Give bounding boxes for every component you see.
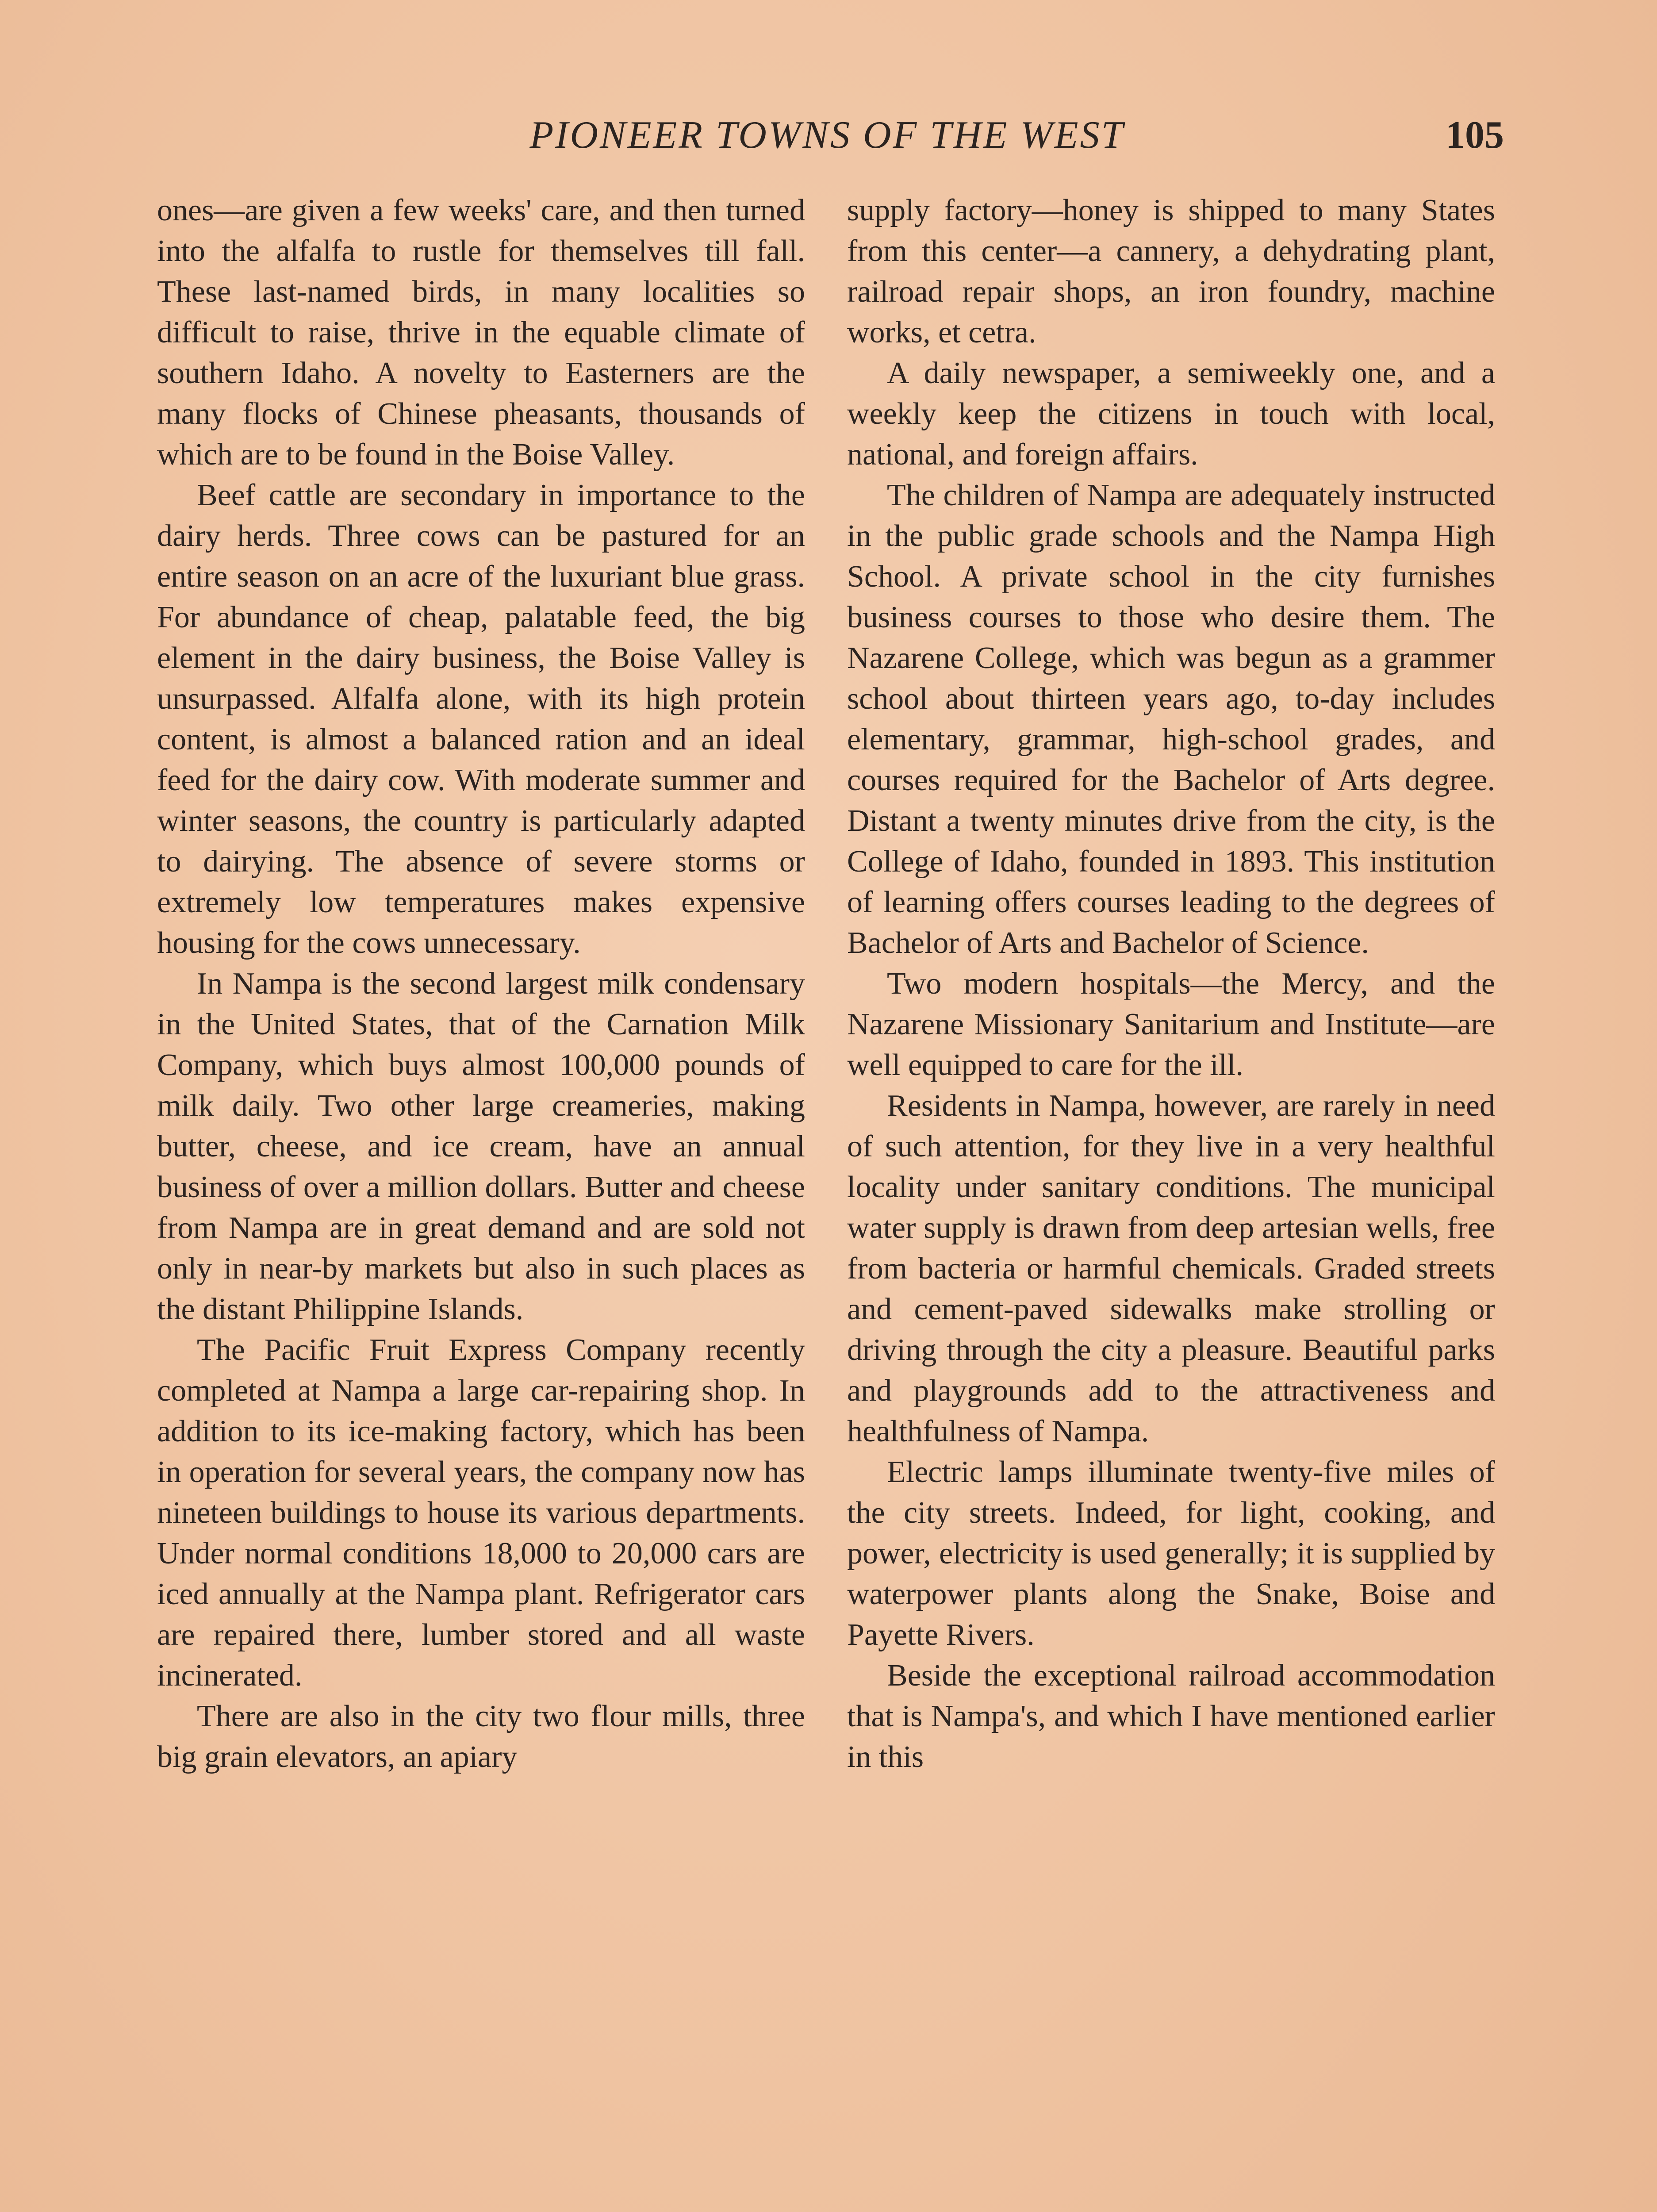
paragraph: supply factory—honey is shipped to many States from this center—a cannery, a dehydrating plant, railroad repair shops, an iron foundry, machine works, et cetra. xyxy=(847,193,1495,349)
paragraph: Two modern hospitals—the Mercy, and the Nazarene Missionary Sanitarium and Institute—are well equipped to care for the ill. xyxy=(847,967,1495,1082)
paragraph: ones—are given a few weeks' care, and then turned into the alfalfa to rustle for themselves till fall. These last-named birds, in many localities so difficult to raise, thrive in the equable climate of southern Idaho. A novelty to Easterners are the many flocks of Chinese pheasants, thousands of which are to be found in the Boise Valley. xyxy=(157,193,805,472)
paragraph: Electric lamps illuminate twenty-five miles of the city streets. Indeed, for light, cooking, and power, electricity is used generally; it is supplied by waterpower plants along the Snake, Boise and Payette Rivers. xyxy=(847,1455,1495,1652)
left-column xyxy=(157,190,805,1778)
paragraph: The Pacific Fruit Express Company recently completed at Nampa a large car-repairing shop. In addition to its ice-making factory, which has been in operation for several years, the company now has nineteen buildings to house its various departments. Under normal conditions 18,000 to 20,000 cars are iced annually at the Nampa plant. Refrigerator cars are repaired there, lumber stored and all waste incinerated. xyxy=(157,1333,805,1693)
paragraph: In Nampa is the second largest milk condensary in the United States, that of the Carnation Milk Company, which buys almost 100,000 pounds of milk daily. Two other large creameries, making butter, cheese, and ice cream, have an annual business of over a million dollars. Butter and cheese from Nampa are in great demand and are sold not only in near-by markets but also in such places as the distant Philippine Islands. xyxy=(157,967,805,1326)
paragraph: There are also in the city two flour mills, three big grain elevators, an apiary xyxy=(157,1699,805,1774)
page-number: 105 xyxy=(1446,114,1504,157)
paragraph: Beef cattle are secondary in importance to the dairy herds. Three cows can be pastured for an entire season on an acre of the luxuriant blue grass. For abundance of cheap, palatable feed, the big element in the dairy business, the Boise Valley is unsurpassed. Alfalfa alone, with its high protein content, is almost a balanced ration and an ideal feed for the dairy cow. With moderate summer and winter seasons, the country is particularly adapted to dairying. The absence of severe storms or extremely low temperatures makes expensive housing for the cows unnecessary. xyxy=(157,478,805,960)
right-column xyxy=(847,190,1495,1778)
paragraph: The children of Nampa are adequately instructed in the public grade schools and the Nampa High School. A private school in the city furnishes business courses to those who desire them. The Nazarene College, which was begun as a grammer school about thirteen years ago, to-day includes elementary, grammar, high-school grades, and courses required for the Bachelor of Arts degree. Distant a twenty minutes drive from the city, is the College of Idaho, founded in 1893. This institution of learning offers courses leading to the degrees of Bachelor of Arts and Bachelor of Science. xyxy=(847,478,1495,960)
paragraph: Beside the exceptional railroad accommodation that is Nampa's, and which I have mentioned earlier in this xyxy=(847,1659,1495,1774)
paragraph: Residents in Nampa, however, are rarely in need of such attention, for they live in a very healthful locality under sanitary conditions. The municipal water supply is drawn from deep artesian wells, free from bacteria or harmful chemicals. Graded streets and cement-paved sidewalks make strolling or driving through the city a pleasure. Beautiful parks and playgrounds add to the attractiveness and healthfulness of Nampa. xyxy=(847,1089,1495,1448)
running-head: PIONEER TOWNS OF THE WEST xyxy=(529,114,1125,157)
paragraph: A daily newspaper, a semiweekly one, and a weekly keep the citizens in touch with local, national, and foreign affairs. xyxy=(847,356,1495,472)
